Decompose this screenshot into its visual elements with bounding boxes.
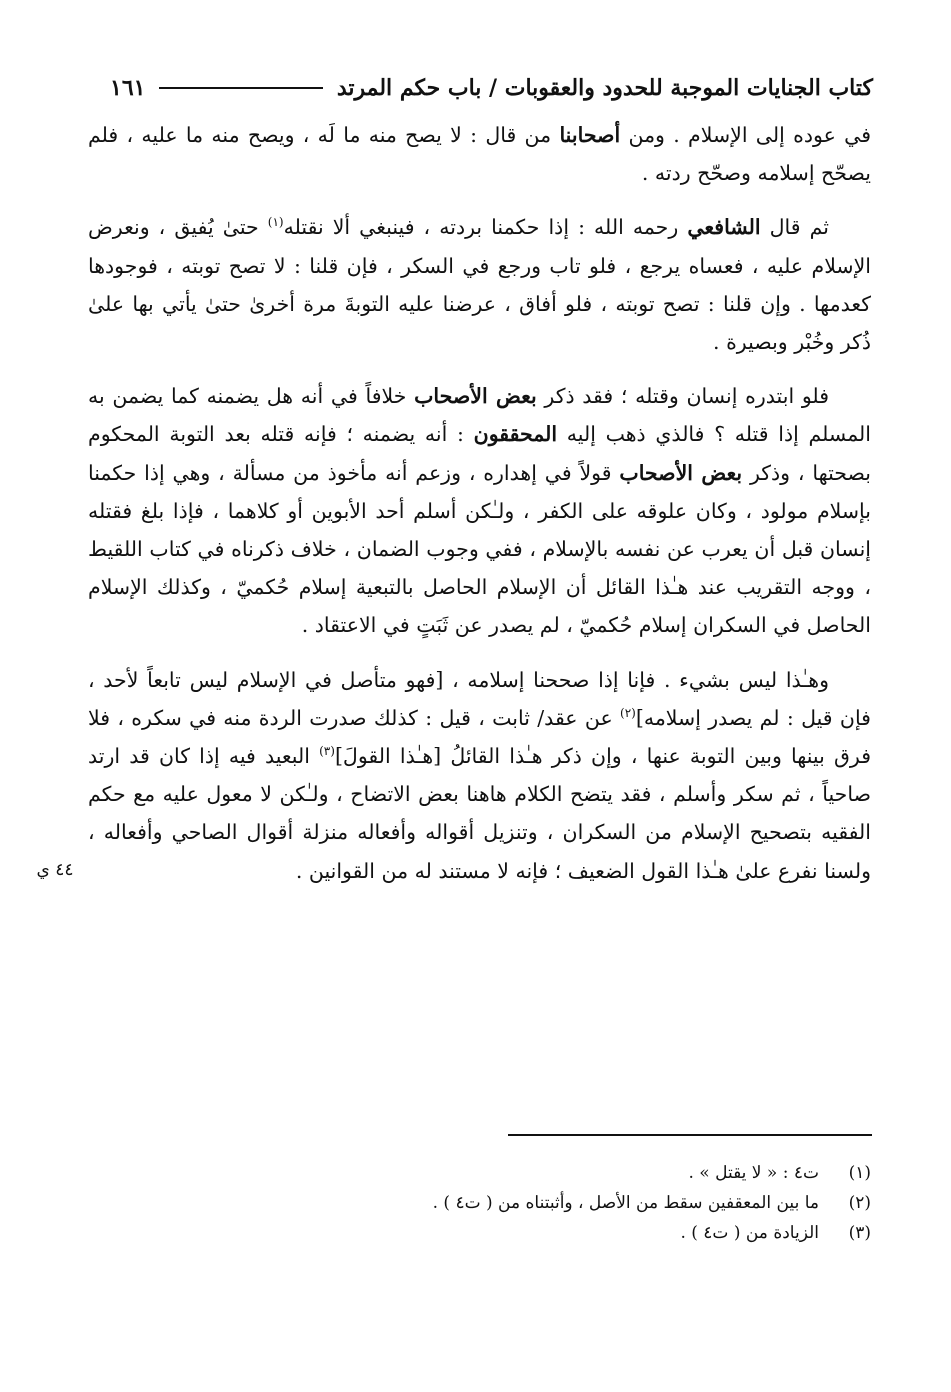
paragraph-4: وهـٰذا ليس بشيء . فإنا إذا صححنا إسلامه ، [فهو متأصل في الإسلام ليس تابعاً لأحد ، فإن قيل : لم يصدر إسلامه]$^{(٢)}$ عن عقد/ ثابت ، قيل : كذلك صدرت الردة منه في سكره ، فلا فرق بينها وبين التوبة عنها ، وإن ذكر هـٰذا القائلُ [هـٰذا القولَ]$^{(٣)}$ البعيد فيه إذا كان قد ارتد صاحياً ، ثم سكر وأسلم ، فقد يتضح الكلام هاهنا بعض الاتضاح ، ولـٰكن لا معول عليه مع حكم الفقيه بتصحيح الإسلام من السكران ، وتنزيل أقواله وأفعاله منزلة أقوال الصاحي وأفعاله ، ولسنا نفرع علىٰ هـٰذا القول الضعيف ؛ فإنه لا مستند له من القوانين . xyxy=(88,667,871,883)
footnote-text: الزيادة من ( ت٤ ) . xyxy=(680,1223,819,1243)
footnote-ref-2[interactable]: (٢) xyxy=(620,706,636,721)
emphasis-some-companions-2: بعض الأصحاب xyxy=(619,460,743,485)
footnote-separator xyxy=(508,1134,872,1136)
footnote-3 xyxy=(88,1218,871,1248)
page-number: ١٦١ xyxy=(110,75,146,101)
paragraph-1: في عوده إلى الإسلام . ومن أصحابنا من قال : لا يصح منه ما لَه ، ويصح منه ما عليه ، فلم يصحّح إسلامه وصحّح ردته . xyxy=(88,123,871,186)
footnote-ref-1[interactable]: (١) xyxy=(267,215,284,230)
running-header xyxy=(110,68,873,108)
header-title: كتاب الجنايات الموجبة للحدود والعقوبات / باب حكم المرتد xyxy=(336,75,873,101)
emphasis-muhaqqiqun: المحققون xyxy=(473,422,558,447)
header-rule xyxy=(159,87,322,89)
footnotes xyxy=(88,1158,871,1248)
footnote-number: (١) xyxy=(848,1163,871,1183)
emphasis-ashabuna: أصحابنا xyxy=(559,123,621,147)
emphasis-some-companions: بعض الأصحاب xyxy=(414,384,537,409)
paragraph-2: ثم قال الشافعي رحمه الله : إذا حكمنا بردته ، فينبغي ألا نقتله$^{(١)}$ حتىٰ يُفيق ، ونعرض الإسلام عليه ، فعساه يرجع ، فلو تاب ورجع في السكر ، فإن قلنا : لا تصح توبته ، فوجودها كعدمها . وإن قلنا : تصح توبته ، فلو أفاق ، عرضنا عليه التوبةَ مرة أخرىٰ حتىٰ يأتي بها علىٰ ذُكر وخُبْر وبصيرة . xyxy=(88,215,871,355)
footnote-number: (٣) xyxy=(848,1223,871,1243)
footnote-2 xyxy=(88,1188,871,1218)
footnote-1 xyxy=(88,1158,871,1188)
paragraph-3: فلو ابتدره إنسان وقتله ؛ فقد ذكر بعض الأصحاب خلافاً في أنه هل يضمنه كما يضمن به المسلم إذا قتله ؟ فالذي ذهب إليه المحققون : أنه يضمنه ؛ فإنه قتله بعد التوبة المحكوم بصحتها ، وذكر بعض الأصحاب قولاً في إهداره ، وزعم أنه مأخوذ من مسألة ، وهي إذا حكمنا بإسلام مولود ، وكان علوقه على الكفر ، ولـٰكن أسلم أحد الأبوين أو كلاهما ، فإذا بلغ فقتله إنسان قبل أن يعرب عن نفسه بالإسلام ، ففي وجوب الضمان ، خلاف ذكرناه في كتاب اللقيط ، ووجه التقريب عند هـٰذا القائل أن الإسلام الحاصل بالتبعية إسلام حُكميّ ، وكذلك الإسلام الحاصل في السكران إسلام حُكميّ ، لم يصدر عن ثَبَتٍ في الاعتقاد . xyxy=(88,384,871,638)
footnote-number: (٢) xyxy=(848,1193,871,1213)
footnote-text: ما بين المعقفين سقط من الأصل ، وأثبتناه من ( ت٤ ) . xyxy=(432,1193,819,1213)
footnote-ref-3[interactable]: (٣) xyxy=(319,744,335,759)
footnote-text: ت٤ : « لا يقتل » . xyxy=(688,1163,819,1183)
manuscript-folio-marker: ٤٤ ي xyxy=(36,860,74,880)
main-text xyxy=(88,116,871,890)
emphasis-shafii: الشافعي xyxy=(687,215,761,240)
